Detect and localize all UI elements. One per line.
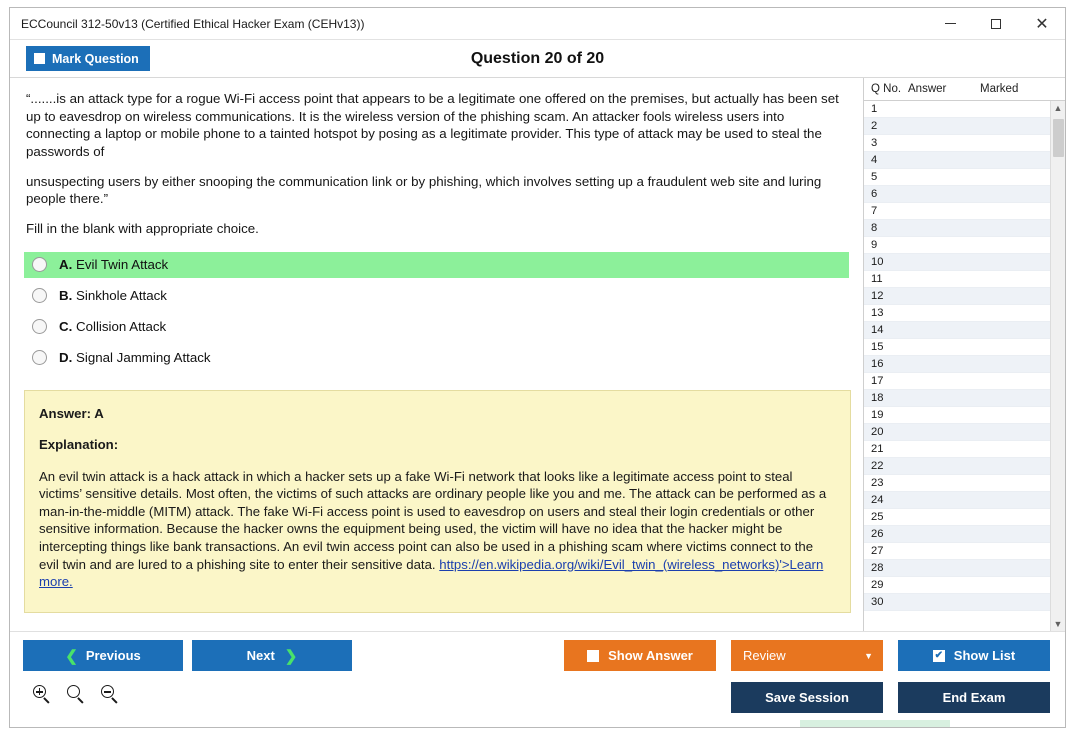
table-row[interactable] xyxy=(864,475,1050,492)
option-b[interactable] xyxy=(24,283,853,309)
scrollbar-thumb[interactable] xyxy=(1053,119,1064,157)
footer-toolbar xyxy=(10,631,1065,727)
column-header-marked: Marked xyxy=(980,83,1019,95)
column-header-qno: Q No. xyxy=(871,83,902,95)
table-row[interactable] xyxy=(864,186,1050,203)
end-exam-label: End Exam xyxy=(942,690,1006,705)
option-a[interactable] xyxy=(24,252,849,278)
table-row[interactable] xyxy=(864,543,1050,560)
explanation-text xyxy=(39,468,834,591)
cell-qno: 14 xyxy=(871,324,884,336)
cell-qno: 5 xyxy=(871,171,878,183)
cell-qno: 9 xyxy=(871,239,878,251)
question-list-header xyxy=(864,78,1065,101)
table-row[interactable] xyxy=(864,322,1050,339)
chevron-right-icon: ❯ xyxy=(284,647,298,665)
option-d-text: Signal Jamming Attack xyxy=(76,350,211,366)
question-header-bar xyxy=(10,40,1065,78)
explanation-label: Explanation: xyxy=(39,437,119,453)
cell-qno: 13 xyxy=(871,307,884,319)
option-b-letter: B. xyxy=(59,288,73,304)
end-exam-button[interactable] xyxy=(898,682,1050,713)
mark-question-label: Mark Question xyxy=(52,51,139,66)
column-header-answer: Answer xyxy=(908,83,947,95)
table-row[interactable] xyxy=(864,288,1050,305)
mark-question-button[interactable] xyxy=(26,46,150,71)
table-row[interactable] xyxy=(864,492,1050,509)
table-row[interactable] xyxy=(864,152,1050,169)
option-c-text: Collision Attack xyxy=(76,319,167,335)
question-list-scrollbar[interactable] xyxy=(1050,101,1065,631)
window-title: ECCouncil 312-50v13 (Certified Ethical Hacker Exam (CEHv13)) xyxy=(21,16,365,31)
cell-qno: 4 xyxy=(871,154,878,166)
question-list-pane xyxy=(863,78,1065,631)
cell-qno: 11 xyxy=(871,273,883,285)
cell-qno: 23 xyxy=(871,477,884,489)
table-row[interactable] xyxy=(864,254,1050,271)
cell-qno: 26 xyxy=(871,528,884,540)
table-row[interactable] xyxy=(864,118,1050,135)
question-list-body xyxy=(864,101,1065,631)
content-area xyxy=(10,78,1065,631)
scroll-up-icon[interactable]: ▲ xyxy=(1053,103,1063,113)
zoom-out-icon[interactable] xyxy=(100,684,120,704)
next-label: Next xyxy=(246,648,275,663)
cell-qno: 17 xyxy=(871,375,884,387)
cell-qno: 10 xyxy=(871,256,884,268)
cell-qno: 6 xyxy=(871,188,878,200)
cell-qno: 2 xyxy=(871,120,878,132)
option-d[interactable] xyxy=(24,345,853,371)
cell-qno: 28 xyxy=(871,562,884,574)
title-bar xyxy=(10,8,1065,40)
save-session-label: Save Session xyxy=(765,690,849,705)
show-list-label: Show List xyxy=(953,648,1016,663)
option-b-text: Sinkhole Attack xyxy=(76,288,167,304)
option-a-text: Evil Twin Attack xyxy=(76,257,169,273)
show-answer-label: Show Answer xyxy=(608,648,693,663)
scrollbar-track[interactable] xyxy=(1051,115,1065,617)
cell-qno: 19 xyxy=(871,409,884,421)
close-button[interactable] xyxy=(1019,8,1065,39)
cell-qno: 1 xyxy=(871,103,878,115)
table-row[interactable] xyxy=(864,594,1050,611)
question-pane xyxy=(10,78,863,631)
table-row[interactable] xyxy=(864,560,1050,577)
previous-label: Previous xyxy=(85,648,141,663)
reference-link[interactable]: https://en.wikipedia.org/wiki/Evil_twin_(wireless_networks)'>Learn more. xyxy=(39,556,824,590)
page-title: Question 20 of 20 xyxy=(470,49,605,67)
cell-qno: 16 xyxy=(871,358,884,370)
question-stem xyxy=(10,78,863,248)
table-row[interactable] xyxy=(864,220,1050,237)
show-answer-button[interactable] xyxy=(564,640,716,671)
checkbox-icon xyxy=(587,650,599,662)
zoom-controls xyxy=(32,684,120,704)
review-dropdown-button[interactable] xyxy=(731,640,883,671)
cell-qno: 27 xyxy=(871,545,884,557)
table-row[interactable] xyxy=(864,509,1050,526)
table-row[interactable] xyxy=(864,237,1050,254)
chevron-left-icon: ❮ xyxy=(65,647,78,665)
review-label: Review xyxy=(743,648,786,663)
show-list-button[interactable] xyxy=(898,640,1050,671)
table-row[interactable] xyxy=(864,169,1050,186)
table-row[interactable] xyxy=(864,203,1050,220)
cell-qno: 24 xyxy=(871,494,884,506)
table-row[interactable] xyxy=(864,441,1050,458)
question-paragraph-2: unsuspecting users by either snooping the communication link or by phishing, which involves setting up a fraudulent web site and luring people there.” xyxy=(26,173,822,207)
answer-options-list xyxy=(10,248,863,376)
cell-qno: 21 xyxy=(871,443,884,455)
save-session-button[interactable] xyxy=(731,682,883,713)
table-row[interactable] xyxy=(864,373,1050,390)
zoom-reset-icon[interactable] xyxy=(66,684,86,704)
table-row[interactable] xyxy=(864,526,1050,543)
table-row[interactable] xyxy=(864,356,1050,373)
radio-icon[interactable] xyxy=(32,288,47,303)
table-row[interactable] xyxy=(864,271,1050,288)
table-row[interactable] xyxy=(864,577,1050,594)
cell-qno: 20 xyxy=(871,426,884,438)
cell-qno: 29 xyxy=(871,579,884,591)
decorative-strip xyxy=(800,720,950,727)
main-window xyxy=(9,7,1066,728)
radio-icon[interactable] xyxy=(32,257,47,272)
question-rows[interactable] xyxy=(864,101,1050,631)
table-row[interactable] xyxy=(864,424,1050,441)
answer-label: Answer: A xyxy=(39,405,104,421)
cell-qno: 18 xyxy=(871,392,884,404)
table-row[interactable] xyxy=(864,101,1050,118)
radio-icon[interactable] xyxy=(32,350,47,365)
question-instruction: Fill in the blank with appropriate choice. xyxy=(26,221,259,237)
previous-button[interactable] xyxy=(23,640,183,671)
table-row[interactable] xyxy=(864,305,1050,322)
checkbox-checked-icon: ✔ xyxy=(934,649,943,661)
table-row[interactable] xyxy=(864,339,1050,356)
cell-qno: 8 xyxy=(871,222,878,234)
window-controls xyxy=(927,8,1065,39)
table-row[interactable] xyxy=(864,390,1050,407)
minimize-button[interactable] xyxy=(927,8,973,39)
explanation-body: An evil twin attack is a hack attack in which a hacker sets up a fake Wi-Fi network that looks like a legitimate access point to steal victims’ sensitive details. Most often, the victims of such attacks are ordinary people like you and me. The attack can be performed as a man-in-the-middle (MITM) attack. The fake Wi-Fi access point is used to eavesdrop on users and steal their login credentials or other sensitive information. Because the hacker owns the equipment being used, the victim will have no idea that the hacker might be intercepting things like bank transactions. An evil twin access point can also be used in a phishing scam where victims connect to the evil twin and are lured to a phishing site to enter their sensitive data. xyxy=(39,468,827,572)
answer-explanation-panel xyxy=(24,390,851,613)
cell-qno: 22 xyxy=(871,460,884,472)
cell-qno: 25 xyxy=(871,511,884,523)
maximize-icon xyxy=(991,19,1001,29)
checkbox-icon xyxy=(34,53,45,64)
option-d-letter: D. xyxy=(59,350,73,366)
table-row[interactable] xyxy=(864,458,1050,475)
table-row[interactable] xyxy=(864,407,1050,424)
cell-qno: 3 xyxy=(871,137,878,149)
cell-qno: 12 xyxy=(871,290,884,302)
next-button[interactable] xyxy=(192,640,352,671)
cell-qno: 15 xyxy=(871,341,884,353)
cell-qno: 30 xyxy=(871,596,884,608)
minimize-icon xyxy=(945,23,956,24)
option-c[interactable] xyxy=(24,314,853,340)
scroll-down-icon[interactable]: ▼ xyxy=(1053,619,1063,629)
question-paragraph-1: “.......is an attack type for a rogue Wi-Fi access point that appears to be a legitimate one offered on the premises, but actually has been set up to eavesdrop on wireless communications. It is the wireless version of the phishing scam. An attacker fools wireless users into connecting a laptop or mobile phone to a tainted hotspot by posing as a legitimate provider. This type of attack may be used to steal the passwords of xyxy=(26,91,839,160)
option-a-letter: A. xyxy=(59,257,73,273)
zoom-in-icon[interactable] xyxy=(32,684,52,704)
option-c-letter: C. xyxy=(59,319,73,335)
table-row[interactable] xyxy=(864,135,1050,152)
maximize-button[interactable] xyxy=(973,8,1019,39)
cell-qno: 7 xyxy=(871,205,878,217)
radio-icon[interactable] xyxy=(32,319,47,334)
close-icon: ✕ xyxy=(1035,13,1049,33)
chevron-down-icon: ▼ xyxy=(864,650,873,661)
